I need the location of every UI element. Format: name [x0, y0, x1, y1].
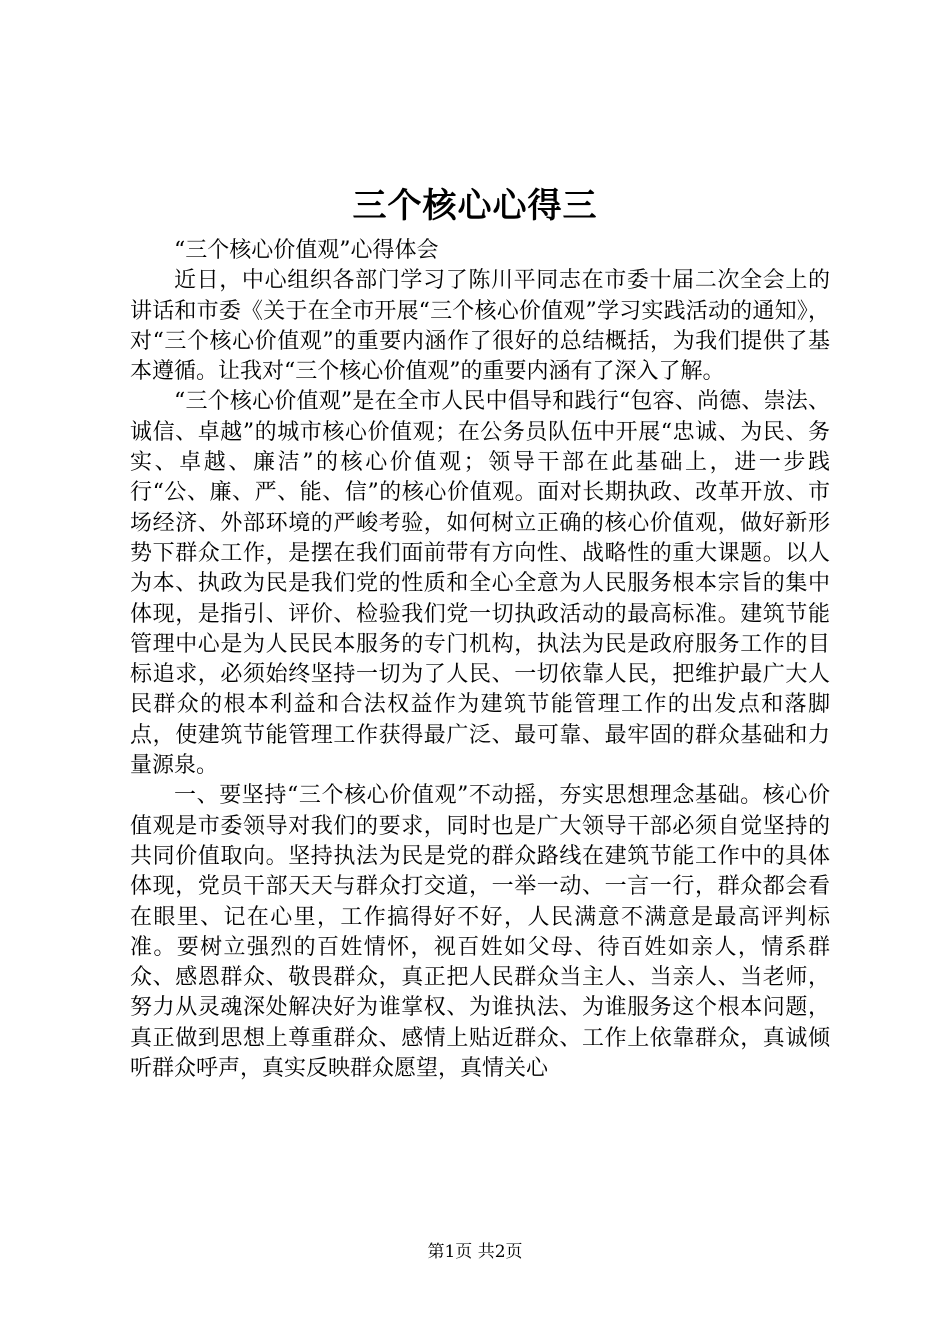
- document-body: [130, 236, 830, 1084]
- page-footer: 第1页 共2页: [427, 1242, 523, 1262]
- document-title: 三个核心心得三: [352, 186, 598, 226]
- document-subtitle: “三个核心价值观”心得体会: [174, 238, 439, 263]
- paragraph-intro: 近日，中心组织各部门学习了陈川平同志在市委十届二次全会上的讲话和市委《关于在全市开展“三个核心价值观”学习实践活动的通知》，对“三个核心价值观”的重要内涵作了很好的总结概括，为我们提供了基本遵循。让我对“三个核心价值观”的重要内涵有了深入了解。: [130, 268, 830, 385]
- paragraph-point-one: 一、要坚持“三个核心价值观”不动摇，夯实思想理念基础。核心价值观是市委领导对我们的要求，同时也是广大领导干部必须自觉坚持的共同价值取向。坚持执法为民是党的群众路线在建筑节能工作中的具体体现，党员干部天天与群众打交道，一举一动、一言一行，群众都会看在眼里、记在心里，工作搞得好不好，人民满意不满意是最高评判标准。要树立强烈的百姓情怀，视百姓如父母、待百姓如亲人，情系群众、感恩群众、敬畏群众，真正把人民群众当主人、当亲人、当老师，努力从灵魂深处解决好为谁掌权、为谁执法、为谁服务这个根本问题，真正做到思想上尊重群众、感情上贴近群众、工作上依靠群众，真诚倾听群众呼声，真实反映群众愿望，真情关心: [130, 783, 830, 1082]
- paragraph-values: “三个核心价值观”是在全市人民中倡导和践行“包容、尚德、崇法、诚信、卓越”的城市核心价值观；在公务员队伍中开展“忠诚、为民、务实、卓越、廉洁”的核心价值观；领导干部在此基础上，进一步践行“公、廉、严、能、信”的核心价值观。面对长期执政、改革开放、市场经济、外部环境的严峻考验，如何树立正确的核心价值观，做好新形势下群众工作，是摆在我们面前带有方向性、战略性的重大课题。以人为本、执政为民是我们党的性质和全心全意为人民服务根本宗旨的集中体现，是指引、评价、检验我们党一切执政活动的最高标准。建筑节能管理中心是为人民民本服务的专门机构，执法为民是政府服务工作的目标追求，必须始终坚持一切为了人民、一切依靠人民，把维护最广大人民群众的根本利益和合法权益作为建筑节能管理工作的出发点和落脚点，使建筑节能管理工作获得最广泛、最可靠、最牢固的群众基础和力量源泉。: [130, 389, 830, 779]
